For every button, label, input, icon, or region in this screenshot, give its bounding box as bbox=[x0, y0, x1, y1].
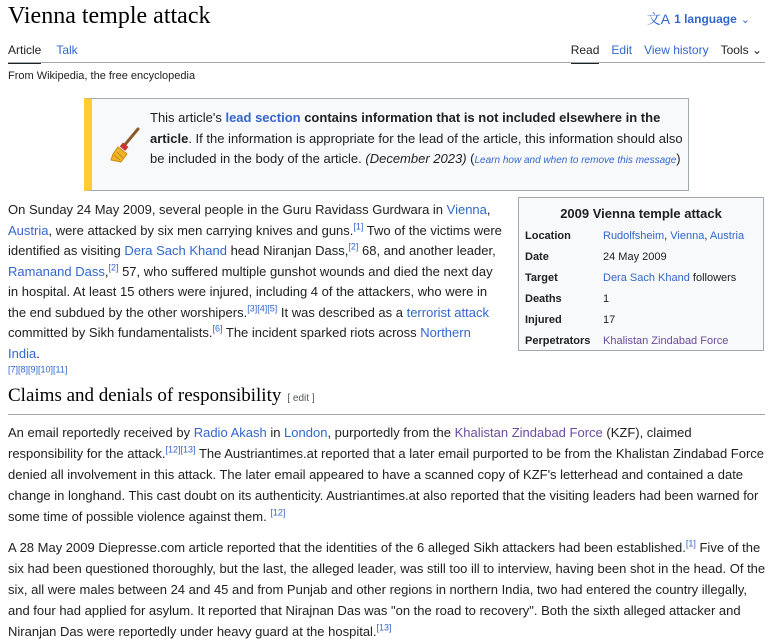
notice-text-2: contains information that is not included elsewhere in the article bbox=[150, 110, 661, 146]
notice-text-3: . If the information is appropriate for the lead of the article, this information should also be included in the body of the article. bbox=[150, 130, 683, 166]
infobox-label: Target bbox=[525, 271, 558, 284]
tools-menu[interactable] bbox=[721, 43, 762, 64]
lead-text: , bbox=[486, 202, 491, 217]
infobox-row-perpetrators bbox=[519, 330, 763, 351]
section-divider bbox=[8, 414, 765, 415]
section-heading bbox=[8, 385, 315, 407]
lead-paragraph bbox=[8, 200, 506, 385]
ref-12[interactable]: [12] bbox=[270, 507, 286, 518]
view-tabs bbox=[571, 43, 762, 64]
infobox-caption: 2009 Vienna temple attack bbox=[560, 206, 722, 221]
lead-text: The incident sparked riots across bbox=[222, 325, 421, 340]
body-text: , purportedly from the bbox=[327, 425, 455, 440]
infobox-value bbox=[597, 267, 763, 288]
lead-text: . bbox=[36, 345, 40, 361]
edit-section-link[interactable]: [ edit ] bbox=[287, 393, 315, 404]
link-dera-sach-khand[interactable]: Dera Sach Khand bbox=[603, 271, 690, 284]
ref-7-11[interactable]: [7][8][9][10][11] bbox=[8, 364, 68, 375]
infobox-label: Deaths bbox=[525, 292, 562, 305]
infobox-value bbox=[597, 225, 763, 246]
infobox-value: 1 bbox=[603, 292, 610, 305]
lead-section-link[interactable]: lead section bbox=[225, 110, 301, 125]
infobox-text: followers bbox=[689, 271, 737, 284]
ref-13[interactable]: [13] bbox=[376, 622, 392, 633]
infobox-value bbox=[597, 330, 763, 351]
link-vienna[interactable]: Vienna bbox=[446, 202, 487, 217]
infobox-row-injured bbox=[519, 309, 763, 330]
language-label: 1 language bbox=[674, 12, 737, 26]
body-text: An email reportedly received by bbox=[8, 425, 194, 440]
chevron-down-icon: ⌄ bbox=[751, 43, 762, 57]
chevron-down-icon: ⌄ bbox=[740, 13, 750, 26]
link-dera-sach-khand[interactable]: Dera Sach Khand bbox=[124, 243, 227, 258]
notice-paren-close: ) bbox=[676, 151, 681, 166]
notice-paren-open: ( bbox=[466, 151, 475, 166]
tab-article[interactable]: Article bbox=[8, 43, 41, 64]
lead-text: head Niranjan Dass, bbox=[226, 243, 349, 258]
infobox-row-location bbox=[519, 225, 763, 246]
notice-date: (December 2023) bbox=[365, 151, 467, 166]
separator: , bbox=[664, 229, 671, 242]
learn-remove-link[interactable]: Learn how and when to remove this message bbox=[474, 155, 677, 166]
link-northern-india[interactable]: Northern India bbox=[8, 325, 471, 361]
lead-text: committed by Sikh fundamentalists. bbox=[8, 325, 213, 340]
infobox-value: 17 bbox=[603, 313, 616, 326]
tab-edit[interactable]: Edit bbox=[611, 43, 633, 57]
body-text: The Austriantimes.at reported that a later email purported to be from the Khalistan Zindabad Force denied all involvement in this attack. The later email appeared to have a scanned copy of KZF's letterhead and contained a date change in longhand. This cast doubt on its authenticity. Austriantimes.at also reported that the visiting leaders had been warned for some time of possible violence against them. bbox=[8, 446, 765, 524]
ref-1[interactable]: [1] bbox=[685, 538, 696, 549]
separator: , bbox=[704, 229, 710, 242]
infobox-table bbox=[519, 225, 763, 351]
lead-section-notice bbox=[84, 98, 689, 191]
link-khalistan-zindabad-force[interactable]: Khalistan Zindabad Force bbox=[603, 334, 729, 347]
infobox-label: Injured bbox=[525, 313, 562, 326]
ref-2[interactable]: [2] bbox=[348, 241, 359, 252]
link-london[interactable]: London bbox=[284, 425, 328, 440]
link-khalistan-zindabad-force[interactable]: Khalistan Zindabad Force bbox=[454, 425, 603, 440]
link-ramanand-dass[interactable]: Ramanand Dass bbox=[8, 263, 105, 279]
language-icon: 文A bbox=[646, 11, 671, 27]
claims-paragraph-1 bbox=[8, 422, 768, 527]
ref-3-5[interactable]: [3][4][5] bbox=[247, 303, 278, 314]
lead-text: 68, and another leader, bbox=[358, 243, 496, 258]
language-button[interactable] bbox=[647, 9, 750, 29]
link-terrorist-attack[interactable]: terrorist attack bbox=[406, 304, 489, 320]
notice-text-1: This article's bbox=[150, 110, 226, 125]
infobox-row-target bbox=[519, 267, 763, 288]
lead-text: Two of the victims were identified as visiting bbox=[8, 222, 502, 258]
claims-paragraph-2 bbox=[8, 537, 768, 642]
section-heading-text: Claims and denials of responsibility bbox=[8, 385, 282, 406]
lead-text: 57, who suffered multiple gunshot wounds and died the next day in hospital. At least 15 others were injured, including 4 of the attackers, who were in the end subdued by the other worshipers. bbox=[8, 263, 493, 320]
tools-label: Tools bbox=[720, 43, 749, 57]
notice-text bbox=[150, 108, 685, 172]
body-text: in bbox=[266, 425, 285, 440]
lead-text: On Sunday 24 May 2009, several people in the Guru Ravidass Gurdwara in bbox=[8, 202, 447, 217]
infobox bbox=[518, 197, 764, 351]
link-austria[interactable]: Austria bbox=[8, 222, 49, 238]
infobox-label: Perpetrators bbox=[525, 334, 591, 347]
infobox-value: 24 May 2009 bbox=[603, 250, 667, 263]
tagline: From Wikipedia, the free encyclopedia bbox=[8, 70, 196, 82]
ref-12-13[interactable]: [12][13] bbox=[165, 444, 196, 455]
ref-6[interactable]: [6] bbox=[212, 323, 223, 334]
tab-read[interactable]: Read bbox=[571, 43, 600, 64]
broom-icon bbox=[109, 127, 143, 163]
link-vienna[interactable]: Vienna bbox=[670, 229, 705, 242]
body-text: Five of the six had been questioned thoroughly, but the last, the alleged leader, was still too ill to interview, having been shot in the head. Of the six, all were males between 24 and 45 and from Punjab and other regions in northern India, two had entered the country illegally, and four had applied for asylum. It reported that Nirajnan Das was "on the road to recovery". Both the sixth alleged attacker and Niranjan Das were reportedly under heavy guard at the hospital. bbox=[8, 540, 766, 639]
body-text: (KZF), claimed responsibility for the attack. bbox=[8, 425, 692, 461]
lead-text: , were attacked by six men carrying knives and guns. bbox=[48, 222, 354, 238]
ref-2[interactable]: [2] bbox=[108, 262, 119, 273]
tabs-divider bbox=[8, 62, 765, 63]
link-austria[interactable]: Austria bbox=[709, 229, 745, 242]
body-text: A 28 May 2009 Diepresse.com article reported that the identities of the 6 alleged Sikh attackers had been established. bbox=[8, 540, 686, 555]
infobox-row-date bbox=[519, 246, 763, 267]
infobox-label: Location bbox=[525, 229, 571, 242]
lead-text: It was described as a bbox=[277, 304, 407, 320]
tab-view-history[interactable]: View history bbox=[644, 43, 709, 57]
link-radio-akash[interactable]: Radio Akash bbox=[193, 425, 267, 440]
lead-text: , bbox=[104, 263, 109, 279]
page-title: Vienna temple attack bbox=[8, 3, 211, 29]
link-rudolfsheim[interactable]: Rudolfsheim bbox=[603, 229, 665, 242]
infobox-label: Date bbox=[525, 250, 549, 263]
tab-talk[interactable]: Talk bbox=[56, 43, 78, 57]
infobox-row-deaths bbox=[519, 288, 763, 309]
ref-1[interactable]: [1] bbox=[353, 221, 364, 232]
namespace-tabs bbox=[8, 43, 78, 64]
